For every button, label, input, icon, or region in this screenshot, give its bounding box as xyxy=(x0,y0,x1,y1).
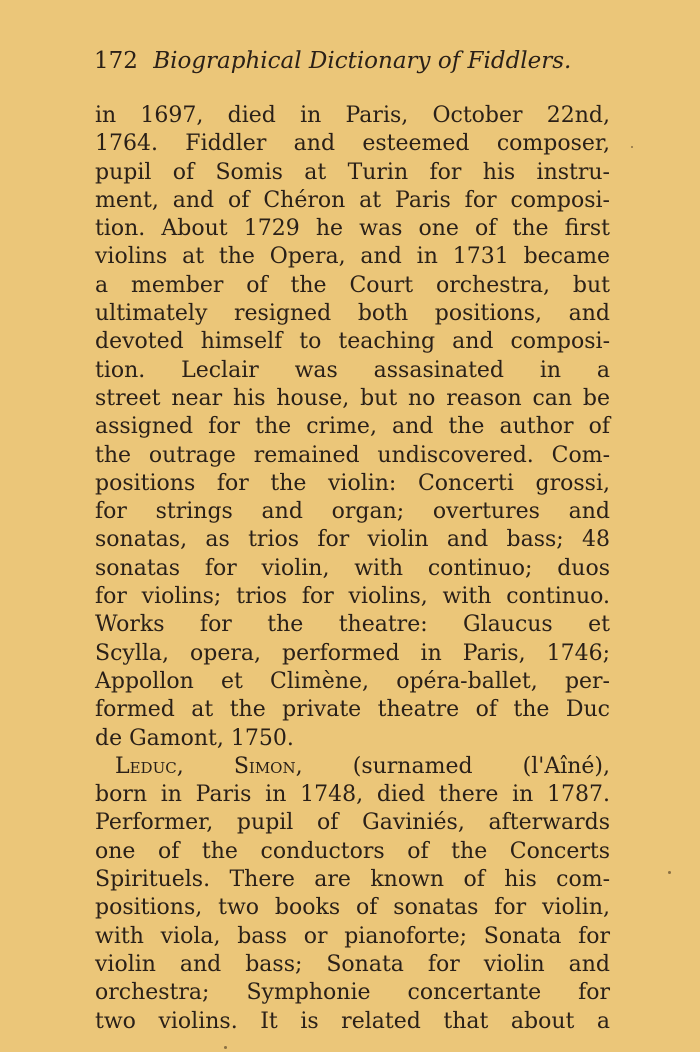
text-line: sonatas for violin, with continuo; duos xyxy=(95,555,610,581)
text-line: with viola, bass or pianoforte; Sonata for xyxy=(95,923,610,949)
text-line: Works for the theatre: Glaucus et xyxy=(95,612,610,638)
text-line: one of the conductors of the Concerts xyxy=(95,838,610,864)
entry-surname: Leduc, xyxy=(115,753,184,779)
text-line: Appollon et Climène, opéra-ballet, per- xyxy=(95,668,610,694)
text-line: ment, and of Chéron at Paris for composi- xyxy=(95,187,610,213)
text-line: for violins; trios for violins, with continuo. xyxy=(95,584,610,610)
text-line: ultimately resigned both positions, and xyxy=(95,301,610,327)
text-line: devoted himself to teaching and composi- xyxy=(95,329,610,355)
text-line: 1764. Fiddler and esteemed composer, xyxy=(95,131,610,157)
text-line: orchestra; Symphonie concertante for xyxy=(95,980,610,1006)
text-line: assigned for the crime, and the author of xyxy=(95,414,610,440)
text-line: de Gamont, 1750. xyxy=(95,725,294,751)
page-header xyxy=(94,47,571,75)
text-line: positions, two books of sonatas for violin, xyxy=(95,895,610,921)
text-line: tion. About 1729 he was one of the first xyxy=(95,216,610,242)
text-line: street near his house, but no reason can be xyxy=(95,385,610,411)
text-line: Spirituels. There are known of his com- xyxy=(95,867,610,893)
text-line: a member of the Court orchestra, but xyxy=(95,272,610,298)
entry-heading-line xyxy=(95,753,610,781)
entry-given-name: Simon, xyxy=(233,753,303,779)
text-line: Scylla, opera, performed in Paris, 1746; xyxy=(95,640,610,666)
text-line: positions for the violin: Concerti grossi, xyxy=(95,470,610,496)
text-line: the outrage remained undiscovered. Com- xyxy=(95,442,610,468)
text-line: pupil of Somis at Turin for his instru- xyxy=(95,159,610,185)
page-number: 172 xyxy=(94,48,138,74)
text-line: in 1697, died in Paris, October 22nd, xyxy=(95,103,610,128)
running-title: Biographical Dictionary of Fiddlers. xyxy=(153,48,572,74)
paper-speck xyxy=(224,1046,227,1049)
text-line: for strings and organ; overtures and xyxy=(95,499,610,525)
text-line: violins at the Opera, and in 1731 became xyxy=(95,244,610,270)
entry-heading-rest: (surnamed (l'Aîné), xyxy=(352,753,611,779)
text-line: formed at the private theatre of the Duc xyxy=(95,697,610,723)
text-line: sonatas, as trios for violin and bass; 48 xyxy=(95,527,610,553)
text-line: two violins. It is related that about a xyxy=(95,1008,610,1034)
text-line: born in Paris in 1748, died there in 1787. xyxy=(95,782,610,808)
text-line: Performer, pupil of Gaviniés, afterwards xyxy=(95,810,610,836)
text-line: tion. Leclair was assasinated in a xyxy=(95,357,610,383)
paper-speck xyxy=(668,871,671,874)
paper-speck xyxy=(631,146,633,148)
text-line: violin and bass; Sonata for violin and xyxy=(95,951,610,977)
body-text xyxy=(95,102,610,1036)
